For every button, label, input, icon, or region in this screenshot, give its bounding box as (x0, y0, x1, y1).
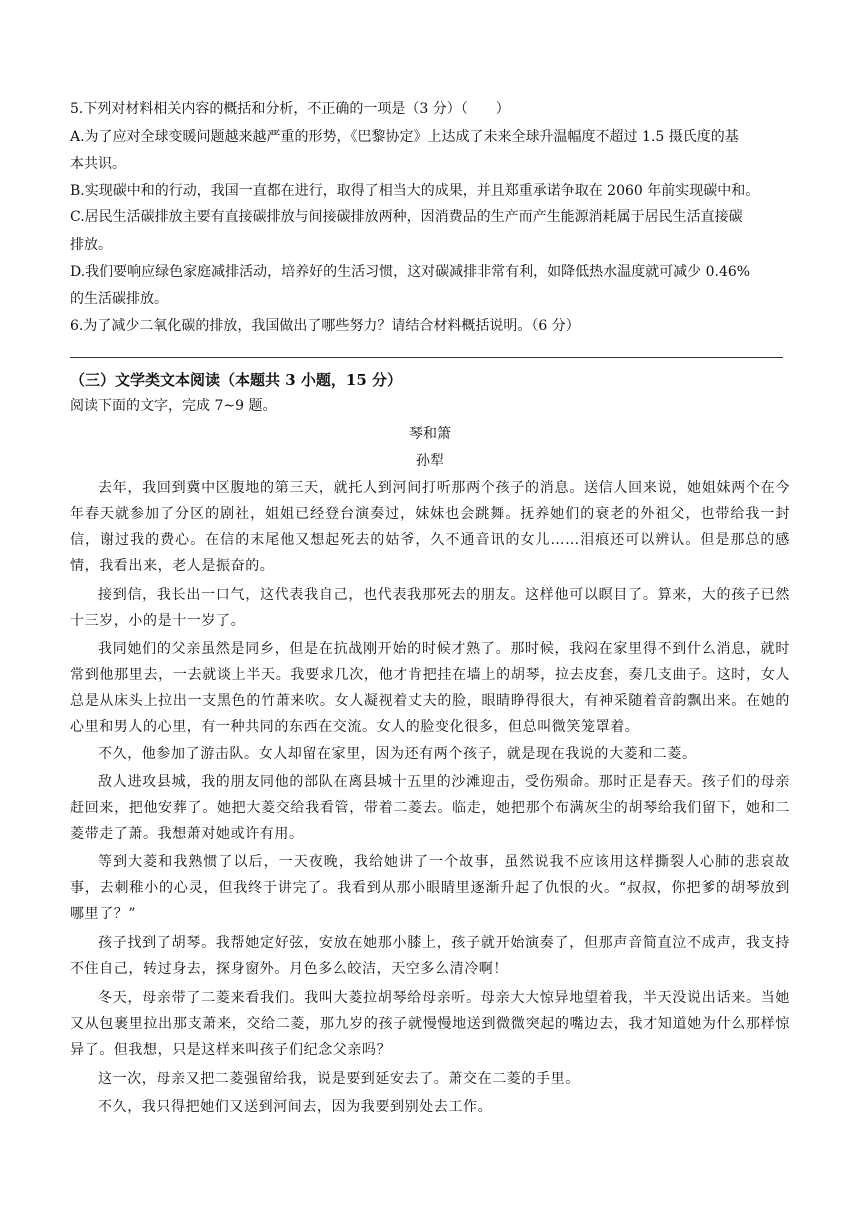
option-a-line-1: A.为了应对全球变暖问题越来越严重的形势，《巴黎协定》上达成了未来全球升温幅度不超过 1.5 摄氏度的基 (70, 129, 739, 145)
paragraph: 去年，我回到冀中区腹地的第三天，就托人到河间打听那两个孩子的消息。送信人回来说，她姐妹两个在今年春天就参加了分区的剧社，姐姐已经登台演奏过，妹妹也会跳舞。抚养她们的衰老的外祖父，也带给我一封信，谢过我的费心。在信的末尾他又想起死去的姑爷，久不通音讯的女儿……泪痕还可以辨认。但是那总的感情，我看出来，老人是振奋的。 (70, 480, 790, 574)
paragraph: 敌人进攻县城，我的朋友同他的部队在离县城十五里的沙滩迎击，受伤殒命。那时正是春天。孩子们的母亲赶回来，把他安葬了。她把大菱交给我看管，带着二菱去。临走，她把那个布满灰尘的胡琴给我们留下，她和二菱带走了萧。我想萧对她或许有用。 (70, 774, 790, 842)
option-c-line-1: C.居民生活碳排放主要有直接碳排放与间接碳排放两种，因消费品的生产而产生能源消耗属于居民生活直接碳 (70, 209, 743, 225)
option-d-line-2: 的生活碳排放。 (70, 291, 168, 307)
question-5-stem: 5.下列对材料相关内容的概括和分析，不正确的一项是（3 分）（ ） (70, 101, 510, 117)
article-title: 琴和箫 (409, 426, 451, 442)
paragraph: 孩子找到了胡琴。我帮她定好弦，安放在她那小膝上，孩子就开始演奏了，但那声音简直泣不成声，我支持不住自己，转过身去，探身窗外。月色多么皎洁，天空多么清冷啊！ (70, 935, 790, 977)
option-a-line-2: 本共识。 (70, 156, 126, 172)
option-d-line-1: D.我们要响应绿色家庭减排活动，培养好的生活习惯，这对碳减排非常有利，如降低热水温度就可减少 0.46% (70, 264, 751, 280)
article-author: 孙犁 (416, 453, 444, 469)
paragraph: 冬天，母亲带了二菱来看我们。我叫大菱拉胡琴给母亲听。母亲大大惊异地望着我，半天没说出话来。当她又从包裹里拉出那支萧来，交给二菱，那九岁的孩子就慢慢地送到微微突起的嘴边去，我才知道她为什么那样惊异了。但我想，只是这样来叫孩子们纪念父亲吗？ (70, 990, 790, 1058)
option-b: B.实现碳中和的行动，我国一直都在进行，取得了相当大的成果，并且郑重承诺争取在 2060 年前实现碳中和。 (70, 183, 760, 199)
question-6: 6.为了减少二氧化碳的排放，我国做出了哪些努力？请结合材料概括说明。（6 分） (70, 318, 580, 334)
option-c-line-2: 排放。 (70, 237, 112, 253)
paragraph: 这一次，母亲又把二菱强留给我，说是要到延安去了。萧交在二菱的手里。 (98, 1071, 580, 1087)
paragraph: 接到信，我长出一口气，这代表我自己，也代表我那死去的朋友。这样他可以瞑目了。算来，大的孩子已然十三岁，小的是十一岁了。 (70, 587, 790, 629)
paragraph: 不久，他参加了游击队。女人却留在家里，因为还有两个孩子，就是现在我说的大菱和二菱。 (98, 746, 697, 762)
paragraph: 不久，我只得把她们又送到河间去，因为我要到别处去工作。 (98, 1099, 493, 1115)
paragraph: 等到大菱和我熟惯了以后，一天夜晚，我给她讲了一个故事，虽然说我不应该用这样撕裂人心肺的悲哀故事，去刺稚小的心灵，但我终于讲完了。我看到从那小眼睛里逐渐升起了仇恨的火。“叔叔，你把爹的胡琴放到哪里了？” (70, 854, 790, 922)
section-heading: （三）文学类文本阅读（本题共 3 小题，15 分） (70, 371, 402, 389)
reading-instruction: 阅读下面的文字，完成 7~9 题。 (70, 398, 277, 414)
paragraph: 我同她们的父亲虽然是同乡，但是在抗战刚开始的时候才熟了。那时候，我闷在家里得不到什么消息，就时常到他那里去，一去就谈上半天。我要求几次，他才肯把挂在墙上的胡琴，拉去皮套，奏几支曲子。这时，女人总是从床头上拉出一支黑色的竹萧来吹。女人凝视着丈夫的脸，眼睛睁得很大，有神采随着音韵飘出来。在她的心里和男人的心里，有一种共同的东西在交流。女人的脸变化很多，但总叫微笑笼罩着。 (70, 641, 790, 735)
answer-line (70, 357, 783, 358)
